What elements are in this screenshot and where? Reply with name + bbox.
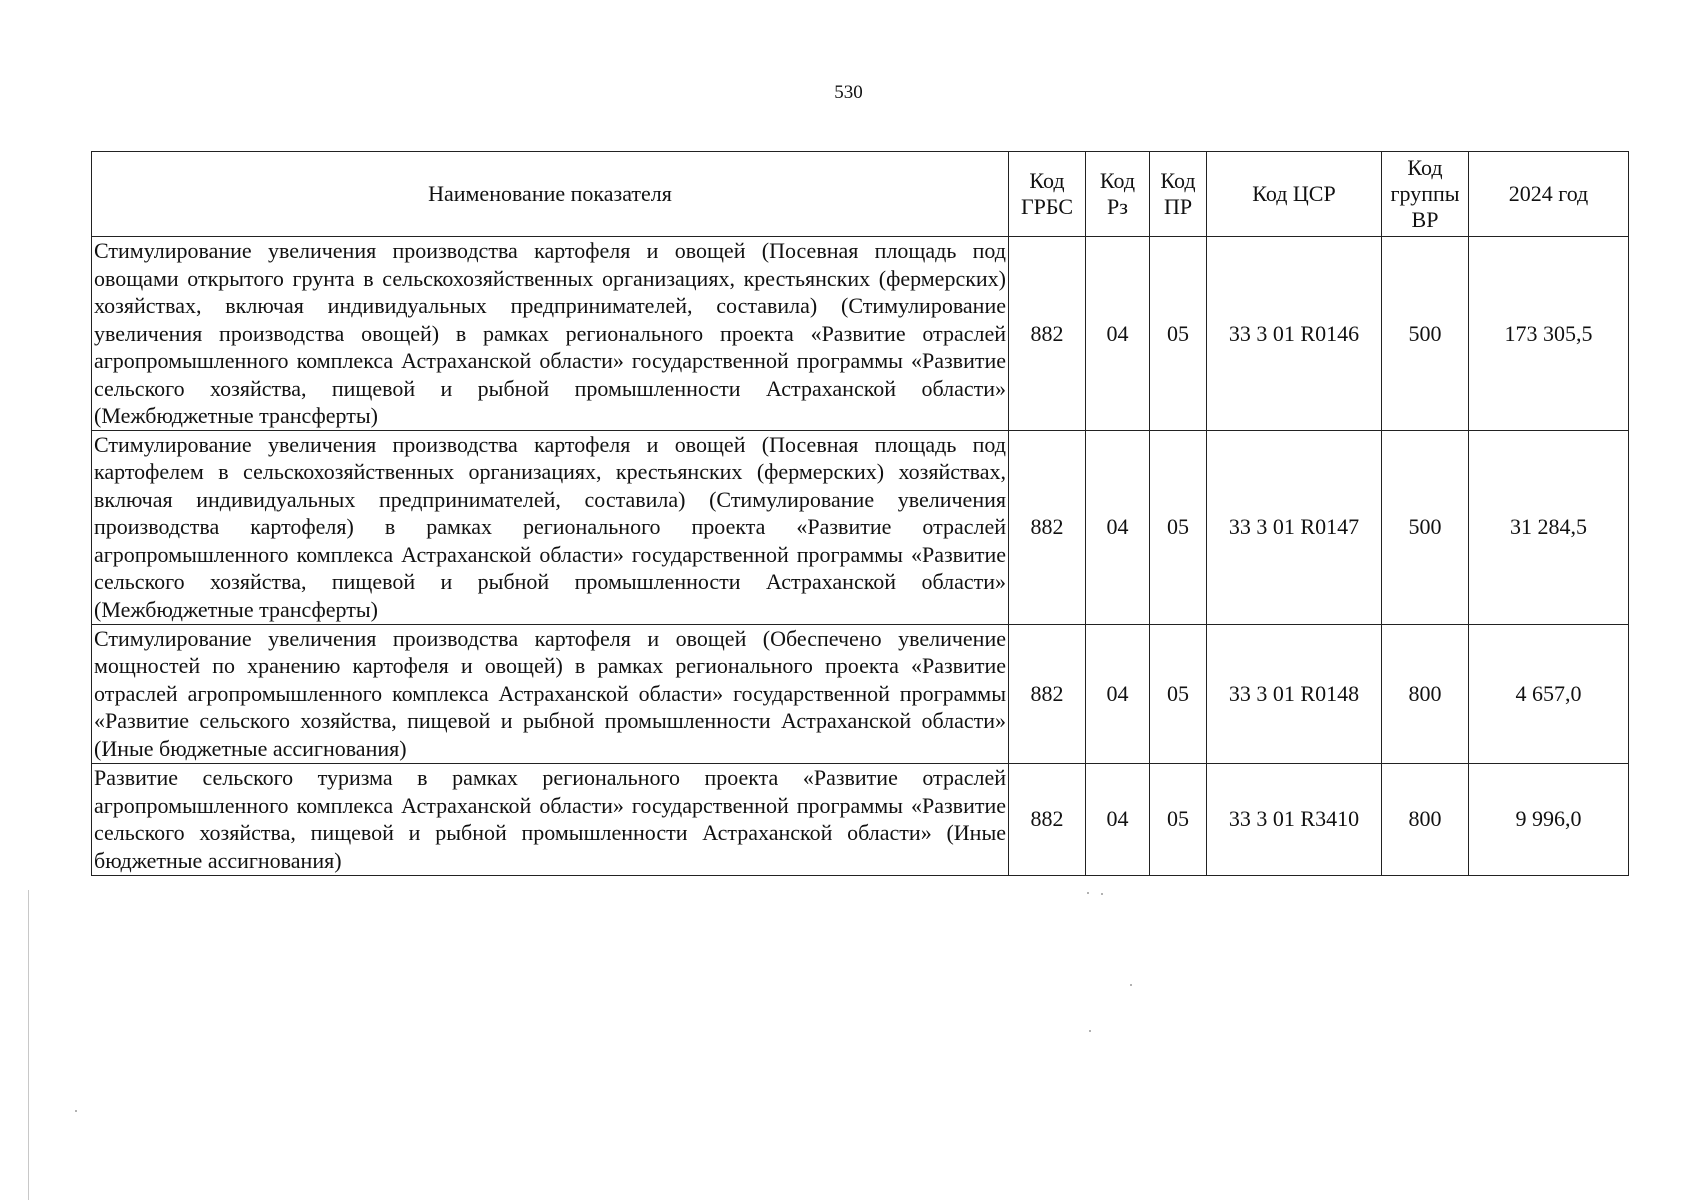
- header-rz: Код Рз: [1086, 152, 1150, 237]
- scan-margin-line: [28, 890, 29, 1200]
- row-rz: 04: [1086, 237, 1150, 431]
- row-vr: 800: [1382, 624, 1469, 763]
- table-header-row: [92, 152, 1629, 237]
- row-pr: 05: [1150, 624, 1207, 763]
- header-name: Наименование показателя: [92, 152, 1009, 237]
- row-pr: 05: [1150, 763, 1207, 875]
- row-rz: 04: [1086, 430, 1150, 624]
- row-vr: 800: [1382, 763, 1469, 875]
- row-csr: 33 3 01 R0148: [1207, 624, 1382, 763]
- header-pr: Код ПР: [1150, 152, 1207, 237]
- row-grbs: 882: [1009, 430, 1086, 624]
- table-row: [92, 624, 1629, 763]
- row-grbs: 882: [1009, 237, 1086, 431]
- row-grbs: 882: [1009, 624, 1086, 763]
- row-csr: 33 3 01 R3410: [1207, 763, 1382, 875]
- table-row: [92, 237, 1629, 431]
- row-csr: 33 3 01 R0147: [1207, 430, 1382, 624]
- row-csr: 33 3 01 R0146: [1207, 237, 1382, 431]
- row-amount: 4 657,0: [1469, 624, 1629, 763]
- row-name: Стимулирование увеличения производства картофеля и овощей (Обеспечено увеличение мощностей по хранению картофеля и овощей) в рамках регионального проекта «Развитие отраслей агропромышленного комплекса Астраханской области» государственной программы «Развитие сельского хозяйства, пищевой и рыбной промышленности Астраханской области» (Иные бюджетные ассигнования): [92, 624, 1009, 763]
- scan-speck: [1087, 892, 1089, 894]
- page-number: 530: [834, 82, 863, 103]
- row-vr: 500: [1382, 430, 1469, 624]
- row-amount: 9 996,0: [1469, 763, 1629, 875]
- header-year: 2024 год: [1469, 152, 1629, 237]
- row-amount: 31 284,5: [1469, 430, 1629, 624]
- row-vr: 500: [1382, 237, 1469, 431]
- row-name: Стимулирование увеличения производства картофеля и овощей (Посевная площадь под картофелем в сельскохозяйственных организациях, крестьянских (фермерских) хозяйствах, включая индивидуальных предпринимателей, составила) (Стимулирование увеличения производства картофеля) в рамках регионального проекта «Развитие отраслей агропромышленного комплекса Астраханской области» государственной программы «Развитие сельского хозяйства, пищевой и рыбной промышленности Астраханской области» (Межбюджетные трансферты): [92, 430, 1009, 624]
- row-name: Стимулирование увеличения производства картофеля и овощей (Посевная площадь под овощами открытого грунта в сельскохозяйственных организациях, крестьянских (фермерских) хозяйствах, включая индивидуальных предпринимателей, составила) (Стимулирование увеличения производства овощей) в рамках регионального проекта «Развитие отраслей агропромышленного комплекса Астраханской области» государственной программы «Развитие сельского хозяйства, пищевой и рыбной промышленности Астраханской области» (Межбюджетные трансферты): [92, 237, 1009, 431]
- table-row: [92, 763, 1629, 875]
- header-csr: Код ЦСР: [1207, 152, 1382, 237]
- header-vr: Код группы ВР: [1382, 152, 1469, 237]
- row-pr: 05: [1150, 430, 1207, 624]
- row-name: Развитие сельского туризма в рамках регионального проекта «Развитие отраслей агропромышленного комплекса Астраханской области» государственной программы «Развитие сельского хозяйства, пищевой и рыбной промышленности Астраханской области» (Иные бюджетные ассигнования): [92, 763, 1009, 875]
- row-pr: 05: [1150, 237, 1207, 431]
- row-rz: 04: [1086, 763, 1150, 875]
- budget-table-container: [91, 151, 1629, 876]
- budget-table: [91, 151, 1629, 876]
- scan-speck: [1089, 1030, 1091, 1032]
- scan-speck: [1101, 893, 1103, 895]
- scan-speck: [1130, 984, 1132, 986]
- table-row: [92, 430, 1629, 624]
- row-grbs: 882: [1009, 763, 1086, 875]
- header-grbs: Код ГРБС: [1009, 152, 1086, 237]
- row-amount: 173 305,5: [1469, 237, 1629, 431]
- row-rz: 04: [1086, 624, 1150, 763]
- scan-speck: [75, 1110, 77, 1112]
